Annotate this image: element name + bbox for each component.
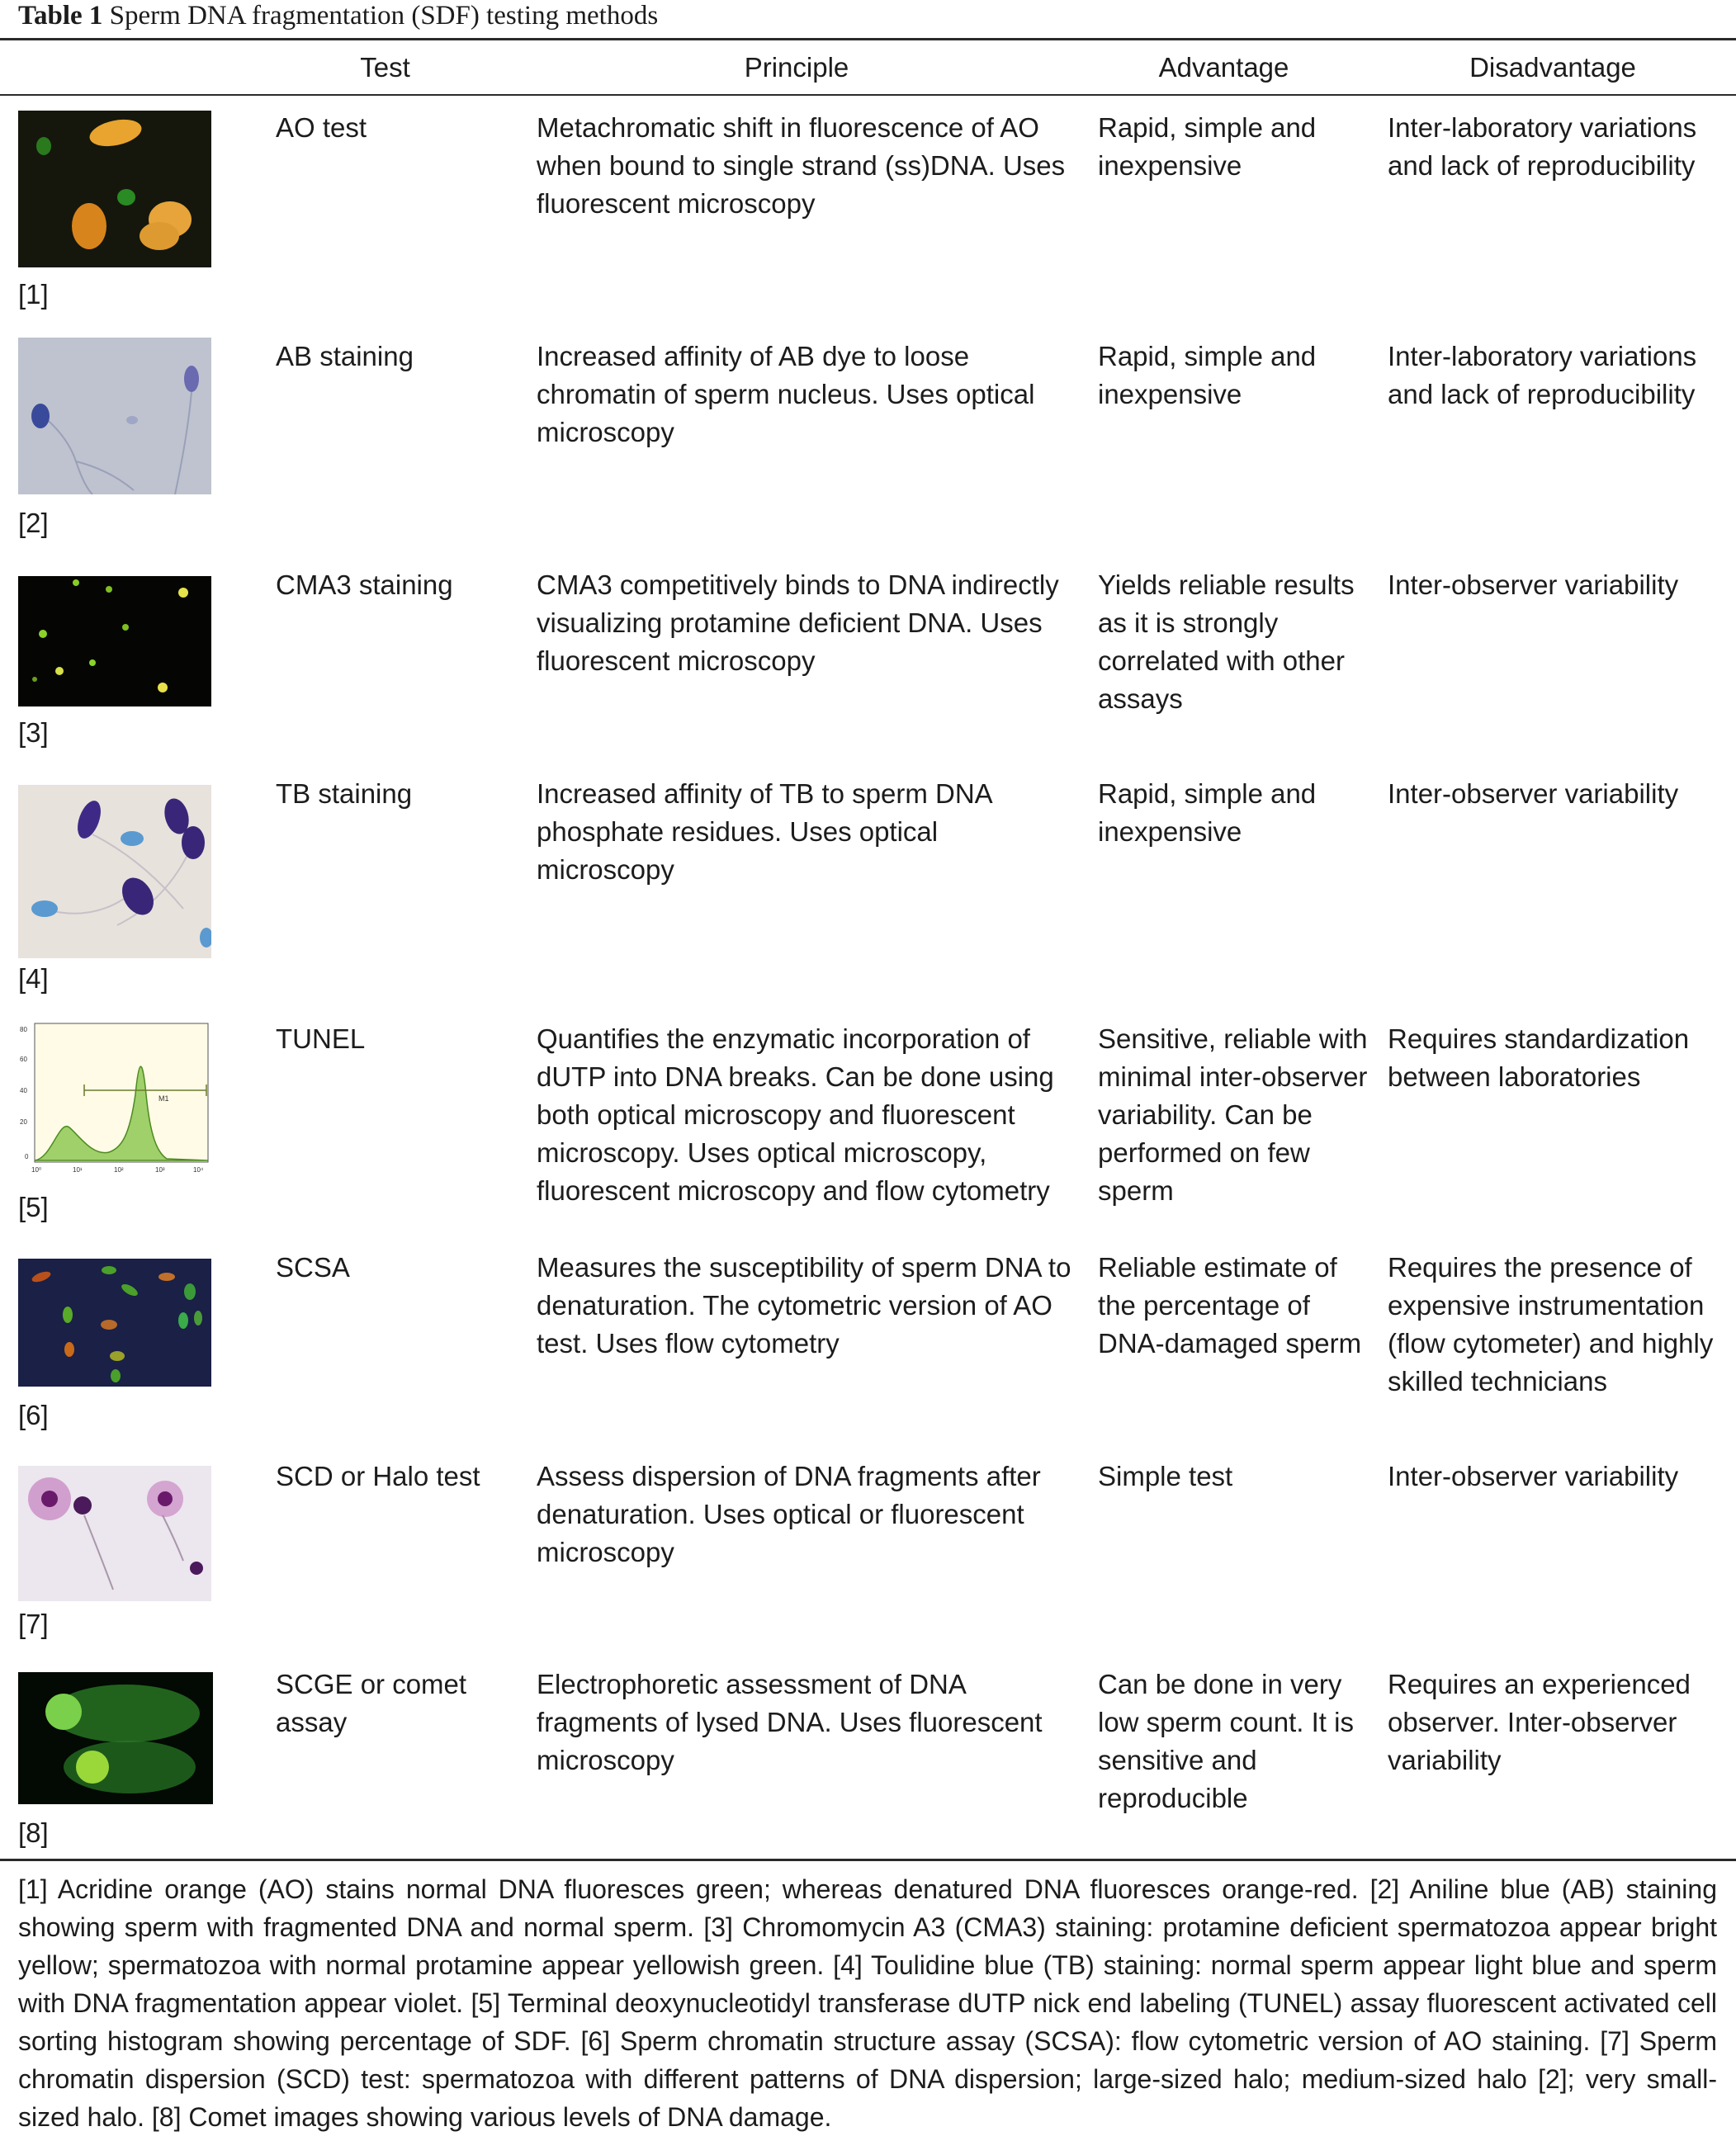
- test-name: AB staining: [276, 341, 414, 371]
- x-tick-label: 10⁰: [31, 1166, 42, 1174]
- disadvantage-text: Requires the presence of expensive instrumentation (flow cytometer) and highly skilled technicians: [1388, 1252, 1714, 1396]
- advantage-text: Rapid, simple and inexpensive: [1098, 112, 1317, 181]
- y-tick-label: 0: [25, 1153, 29, 1160]
- reference-label: [7]: [18, 1609, 49, 1639]
- principle-text: Increased affinity of TB to sperm DNA phosphate residues. Uses optical microscopy: [537, 778, 991, 885]
- table-title: Sperm DNA fragmentation (SDF) testing methods: [109, 1, 659, 31]
- y-tick-label: 40: [20, 1087, 27, 1094]
- cma3-staining-image: [18, 576, 211, 706]
- principle-text: Increased affinity of AB dye to loose chromatin of sperm nucleus. Uses optical microscopy: [537, 341, 1035, 447]
- header-principle: Principle: [744, 52, 849, 83]
- comet-assay-image: [18, 1672, 213, 1804]
- y-tick-label: 60: [20, 1056, 27, 1063]
- test-name: SCSA: [276, 1252, 350, 1283]
- top-rule: [0, 38, 1736, 40]
- principle-text: CMA3 competitively binds to DNA indirectly visualizing protamine deficient DNA. Uses fluorescent microscopy: [537, 569, 1059, 676]
- reference-label: [1]: [18, 279, 49, 310]
- advantage-text: Rapid, simple and inexpensive: [1098, 341, 1317, 409]
- disadvantage-text: Requires standardization between laboratories: [1388, 1023, 1690, 1092]
- principle-text: Metachromatic shift in fluorescence of AO when bound to single strand (ss)DNA. Uses fluorescent microscopy: [537, 112, 1066, 219]
- disadvantage-text: Inter-observer variability: [1388, 1461, 1679, 1491]
- gate-label: M1: [158, 1094, 169, 1103]
- footnote: [1] Acridine orange (AO) stains normal DNA fluoresces green; whereas denatured DNA fluoresces orange-red. [2] Aniline blue (AB) staining showing sperm with fragmented DNA and normal sperm. [3] Chromomycin A3 (CMA3) staining: protamine deficient spermatozoa appear bright yellow; spermatozoa with normal protamine appear yellowish green. [4] Toulidine blue (TB) staining: normal sperm appear light blue and sperm with DNA fragmentation appear violet. [5] Terminal deoxynucleotidyl transferase dUTP nick end labeling (TUNEL) assay fluorescent activated cell sorting histogram showing percentage of SDF. [6] Sperm chromatin structure assay (SCSA): flow cytometric version of AO staining. [7] Sperm chromatin dispersion (SCD) test: spermatozoa with different patterns of DNA dispersion; large-sized halo; medium-sized halo [2]; very small- sized halo. [8] Comet images showing various levels of DNA damage.: [18, 1874, 1717, 2132]
- reference-label: [2]: [18, 508, 49, 538]
- test-name: CMA3 staining: [276, 569, 453, 600]
- advantage-text: Reliable estimate of the percentage of DNA-damaged sperm: [1098, 1252, 1362, 1359]
- advantage-text: Yields reliable results as it is strongly correlated with other assays: [1098, 569, 1355, 714]
- table-label: Table 1: [18, 1, 103, 31]
- reference-label: [8]: [18, 1817, 49, 1848]
- test-name: TUNEL: [276, 1023, 366, 1054]
- y-tick-label: 80: [20, 1026, 27, 1033]
- header-test: Test: [360, 52, 410, 83]
- test-name: AO test: [276, 112, 367, 143]
- reference-label: [4]: [18, 963, 49, 994]
- disadvantage-text: Inter-observer variability: [1388, 778, 1679, 809]
- principle-text: Electrophoretic assessment of DNA fragments of lysed DNA. Uses fluorescent microscopy: [537, 1669, 1043, 1775]
- ao-fluorescence-image: [18, 111, 211, 267]
- tunel-histogram-image: [18, 1020, 211, 1177]
- test-name: SCGE or comet assay: [276, 1669, 467, 1737]
- disadvantage-text: Requires an experienced observer. Inter-observer variability: [1388, 1669, 1691, 1775]
- principle-text: Measures the susceptibility of sperm DNA to denaturation. The cytometric version of AO test. Uses flow cytometry: [537, 1252, 1071, 1359]
- reference-label: [6]: [18, 1400, 49, 1430]
- disadvantage-text: Inter-observer variability: [1388, 569, 1679, 600]
- advantage-text: Can be done in very low sperm count. It is sensitive and reproducible: [1098, 1669, 1354, 1813]
- scd-halo-image: [18, 1466, 211, 1601]
- header-advantage: Advantage: [1158, 52, 1289, 83]
- bottom-rule: [0, 1859, 1736, 1861]
- tb-staining-image: [18, 785, 211, 958]
- x-tick-label: 10¹: [73, 1166, 83, 1174]
- advantage-text: Sensitive, reliable with minimal inter-observer variability. Can be performed on few sperm: [1098, 1023, 1368, 1206]
- x-tick-label: 10⁴: [193, 1166, 204, 1174]
- disadvantage-text: Inter-laboratory variations and lack of reproducibility: [1388, 112, 1697, 181]
- disadvantage-text: Inter-laboratory variations and lack of reproducibility: [1388, 341, 1697, 409]
- table-caption: [18, 0, 658, 31]
- header-rule: [0, 94, 1736, 96]
- reference-label: [5]: [18, 1192, 49, 1222]
- scsa-image: [18, 1259, 211, 1387]
- x-tick-label: 10²: [114, 1166, 124, 1174]
- header-disadvantage: Disadvantage: [1469, 52, 1636, 83]
- principle-text: Quantifies the enzymatic incorporation of dUTP into DNA breaks. Can be done using both optical microscopy and fluorescent microscopy. Uses optical microscopy, fluorescent microscopy and flow cytometry: [537, 1023, 1054, 1206]
- ab-staining-image: [18, 338, 211, 494]
- x-tick-label: 10³: [155, 1166, 165, 1174]
- test-name: SCD or Halo test: [276, 1461, 480, 1491]
- principle-text: Assess dispersion of DNA fragments after denaturation. Uses optical or fluorescent microscopy: [537, 1461, 1041, 1567]
- y-tick-label: 20: [20, 1118, 27, 1126]
- advantage-text: Rapid, simple and inexpensive: [1098, 778, 1317, 847]
- advantage-text: Simple test: [1098, 1461, 1233, 1491]
- reference-label: [3]: [18, 717, 49, 748]
- test-name: TB staining: [276, 778, 413, 809]
